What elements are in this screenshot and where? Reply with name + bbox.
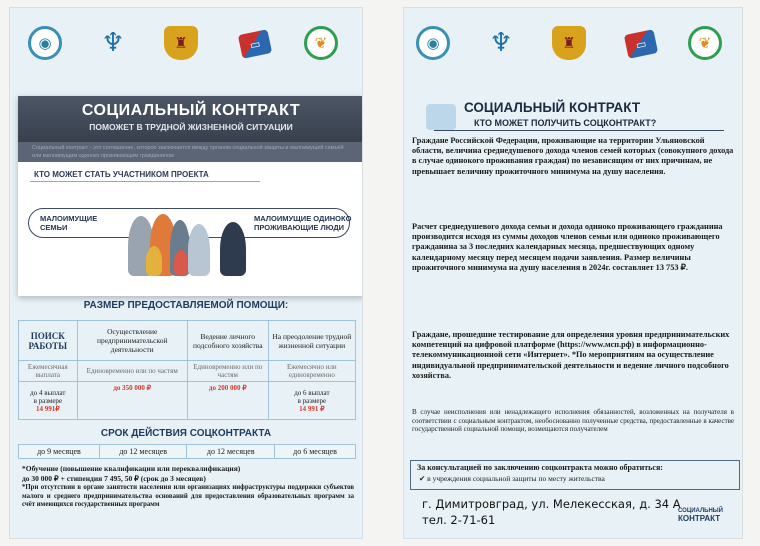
banner-title: СОЦИАЛЬНЫЙ КОНТРАКТ xyxy=(81,102,301,119)
term-cell: до 9 месяцев xyxy=(19,445,100,459)
eligibility-paragraph: Граждане Российской Федерации, проживающие на территории Ульяновской области, величина среднедушевого дохода членов семей которых (совокупного дохода в случае одинокого проживания граждан) по независящим от них причинам, не превышает величину прожиточного минимума на душу населения. xyxy=(412,136,734,176)
amount-line: в размере xyxy=(297,396,327,405)
amount-line: до 6 выплат xyxy=(294,388,330,397)
table-row xyxy=(19,382,356,420)
right-title: СОЦИАЛЬНЫЙ КОНТРАКТ xyxy=(464,100,641,115)
refund-paragraph: В случае неисполнения или ненадлежащего исполнения обязанностей, возложенных на получателя в соответствии с социальным контрактом, необоснованно полученные средства, предоставленные в качестве государственной социальной помощи, возмещаются получателем xyxy=(412,408,734,433)
cards-logo-icon: ▭ xyxy=(624,29,658,59)
phone-text: тел. 2-71-61 xyxy=(422,513,496,527)
social-protection-logo-icon: ◉ xyxy=(416,26,450,60)
contract-banner xyxy=(18,96,362,296)
left-leaflet xyxy=(10,8,362,538)
help-size-heading: РАЗМЕР ПРЕДОСТАВЛЯЕМОЙ ПОМОЩИ: xyxy=(83,300,289,311)
payment-type-cell: Ежемесячно или единовременно xyxy=(268,361,355,382)
pill-right-line2: ПРОЖИВАЮЩИЕ ЛЮДИ xyxy=(254,223,345,232)
payment-type-cell: Единовременно или по частям xyxy=(77,361,187,382)
amount-cell-job xyxy=(19,382,78,420)
pill-left-line1: МАЛОИМУЩИЕ xyxy=(40,214,98,223)
ulyanovsk-crest-icon: ♜ xyxy=(552,26,586,60)
contact-block xyxy=(422,496,681,528)
col-business: Осуществление предпринимательской деятельности xyxy=(77,321,187,361)
testing-paragraph: Граждане, прошедшие тестирование для определения уровня предпринимательских компетенций на цифровой платформе (https://www.мсп.рф) в информационно-телекоммуникационной сети «Интернет». *По мероприятиям на осуществление индивидуальной предпринимательской деятельности и ведение личного подсобного хозяйства. xyxy=(412,330,730,380)
amount-line: до 4 выплат xyxy=(30,388,66,397)
title-divider xyxy=(434,130,724,131)
amount-line: в размере xyxy=(33,396,63,405)
col-job-search: ПОИСК РАБОТЫ xyxy=(19,321,78,361)
amount-cell-business xyxy=(77,382,187,420)
left-logo-row xyxy=(10,26,362,66)
amount-cell-hardship xyxy=(268,382,355,420)
amount-cell-farming xyxy=(187,382,268,420)
training-block xyxy=(22,464,354,510)
banner-subtitle: ПОМОЖЕТ В ТРУДНОЙ ЖИЗНЕННОЙ СИТУАЦИИ xyxy=(89,122,293,132)
right-subtitle: КТО МОЖЕТ ПОЛУЧИТЬ СОЦКОНТРАКТ? xyxy=(474,118,657,128)
amount-value: до 350 000 ₽ xyxy=(113,384,152,392)
reading-person-icon xyxy=(426,104,456,130)
cards-logo-icon: ▭ xyxy=(238,29,272,59)
region-map-logo-icon: ❦ xyxy=(304,26,338,60)
amount-value: 14 991 ₽ xyxy=(299,404,325,413)
consultation-heading: За консультацией по заключению соцконтракта можно обратиться: xyxy=(417,463,663,472)
social-protection-logo-icon: ◉ xyxy=(28,26,62,60)
address-text: г. Димитровград, ул. Мелекесская, д. 34 А xyxy=(422,497,681,511)
term-cell: до 12 месяцев xyxy=(187,445,275,459)
consultation-item: ✔ в учреждения социальной защиты по месту жительства xyxy=(419,474,605,483)
region-map-logo-icon: ❦ xyxy=(688,26,722,60)
banner-definition: Социальный контракт - это соглашение, которое заключается между органом социальной защиты и малоимущей семьёй или малоимущим одиноко проживающим гражданином xyxy=(18,142,362,162)
training-amount: до 30 000 ₽ + стипендия 7 495, 50 ₽ (срок до 3 месяцев) xyxy=(22,473,206,483)
who-can-participate-heading: КТО МОЖЕТ СТАТЬ УЧАСТНИКОМ ПРОЕКТА xyxy=(30,168,260,182)
payment-type-cell: Единовременно или по частям xyxy=(187,361,268,382)
term-table xyxy=(18,444,356,459)
mini-logo-line1: СОЦИАЛЬНЫЙ xyxy=(678,508,723,514)
pill-left-line2: СЕМЬИ xyxy=(40,223,68,232)
right-logo-row xyxy=(404,26,742,66)
hands-logo-icon: ♆ xyxy=(101,28,125,58)
ulyanovsk-crest-icon: ♜ xyxy=(164,26,198,60)
amount-value: до 200 000 ₽ xyxy=(208,384,247,392)
term-cell: до 12 месяцев xyxy=(99,445,187,459)
term-heading: СРОК ДЕЙСТВИЯ СОЦКОНТРАКТА xyxy=(100,428,272,439)
income-calc-paragraph: Расчет среднедушевого дохода семьи и дохода одиноко проживающего гражданина производится исходя из суммы доходов членов семьи или одиноко проживающего гражданина за 3 последних календарных месяца, предшествующих одному календарному месяцу перед месяцем подачи заявления. Размер величины прожиточного минимума на душу населения в 2024г. составляет 13 753 ₽. xyxy=(412,222,723,272)
help-table-header xyxy=(19,321,356,361)
training-title: *Обучение (повышение квалификации или переквалификация) xyxy=(22,464,241,473)
mini-logo-line2: КОНТРАКТ xyxy=(678,514,721,523)
single-person-illustration xyxy=(220,222,246,276)
right-leaflet xyxy=(404,8,742,538)
contract-mini-logo xyxy=(678,508,723,522)
pill-right-line1: МАЛОИМУЩИЕ ОДИНОКО xyxy=(254,214,352,223)
amount-value: 14 991₽ xyxy=(35,404,60,413)
consultation-box xyxy=(410,460,740,490)
payment-type-cell: Ежемесячная выплата xyxy=(19,361,78,382)
training-note: *При отсутствии в органе занятости населения или организациях инфраструктуры поддержки субъектов малого и среднего предпринимательства оснований для предоставления образовательных программ за счёт имеющихся государственных программ xyxy=(22,484,354,508)
table-row xyxy=(19,445,356,459)
hands-logo-icon: ♆ xyxy=(489,28,513,58)
pill-right-label xyxy=(254,214,351,232)
col-hardship: На преодоление трудной жизненной ситуации xyxy=(268,321,355,361)
pill-left-label xyxy=(40,214,97,232)
col-farming: Ведение личного подсобного хозяйства xyxy=(187,321,268,361)
help-table xyxy=(18,320,356,420)
table-row xyxy=(19,361,356,382)
banner-header xyxy=(18,96,362,142)
term-cell: до 6 месяцев xyxy=(275,445,356,459)
